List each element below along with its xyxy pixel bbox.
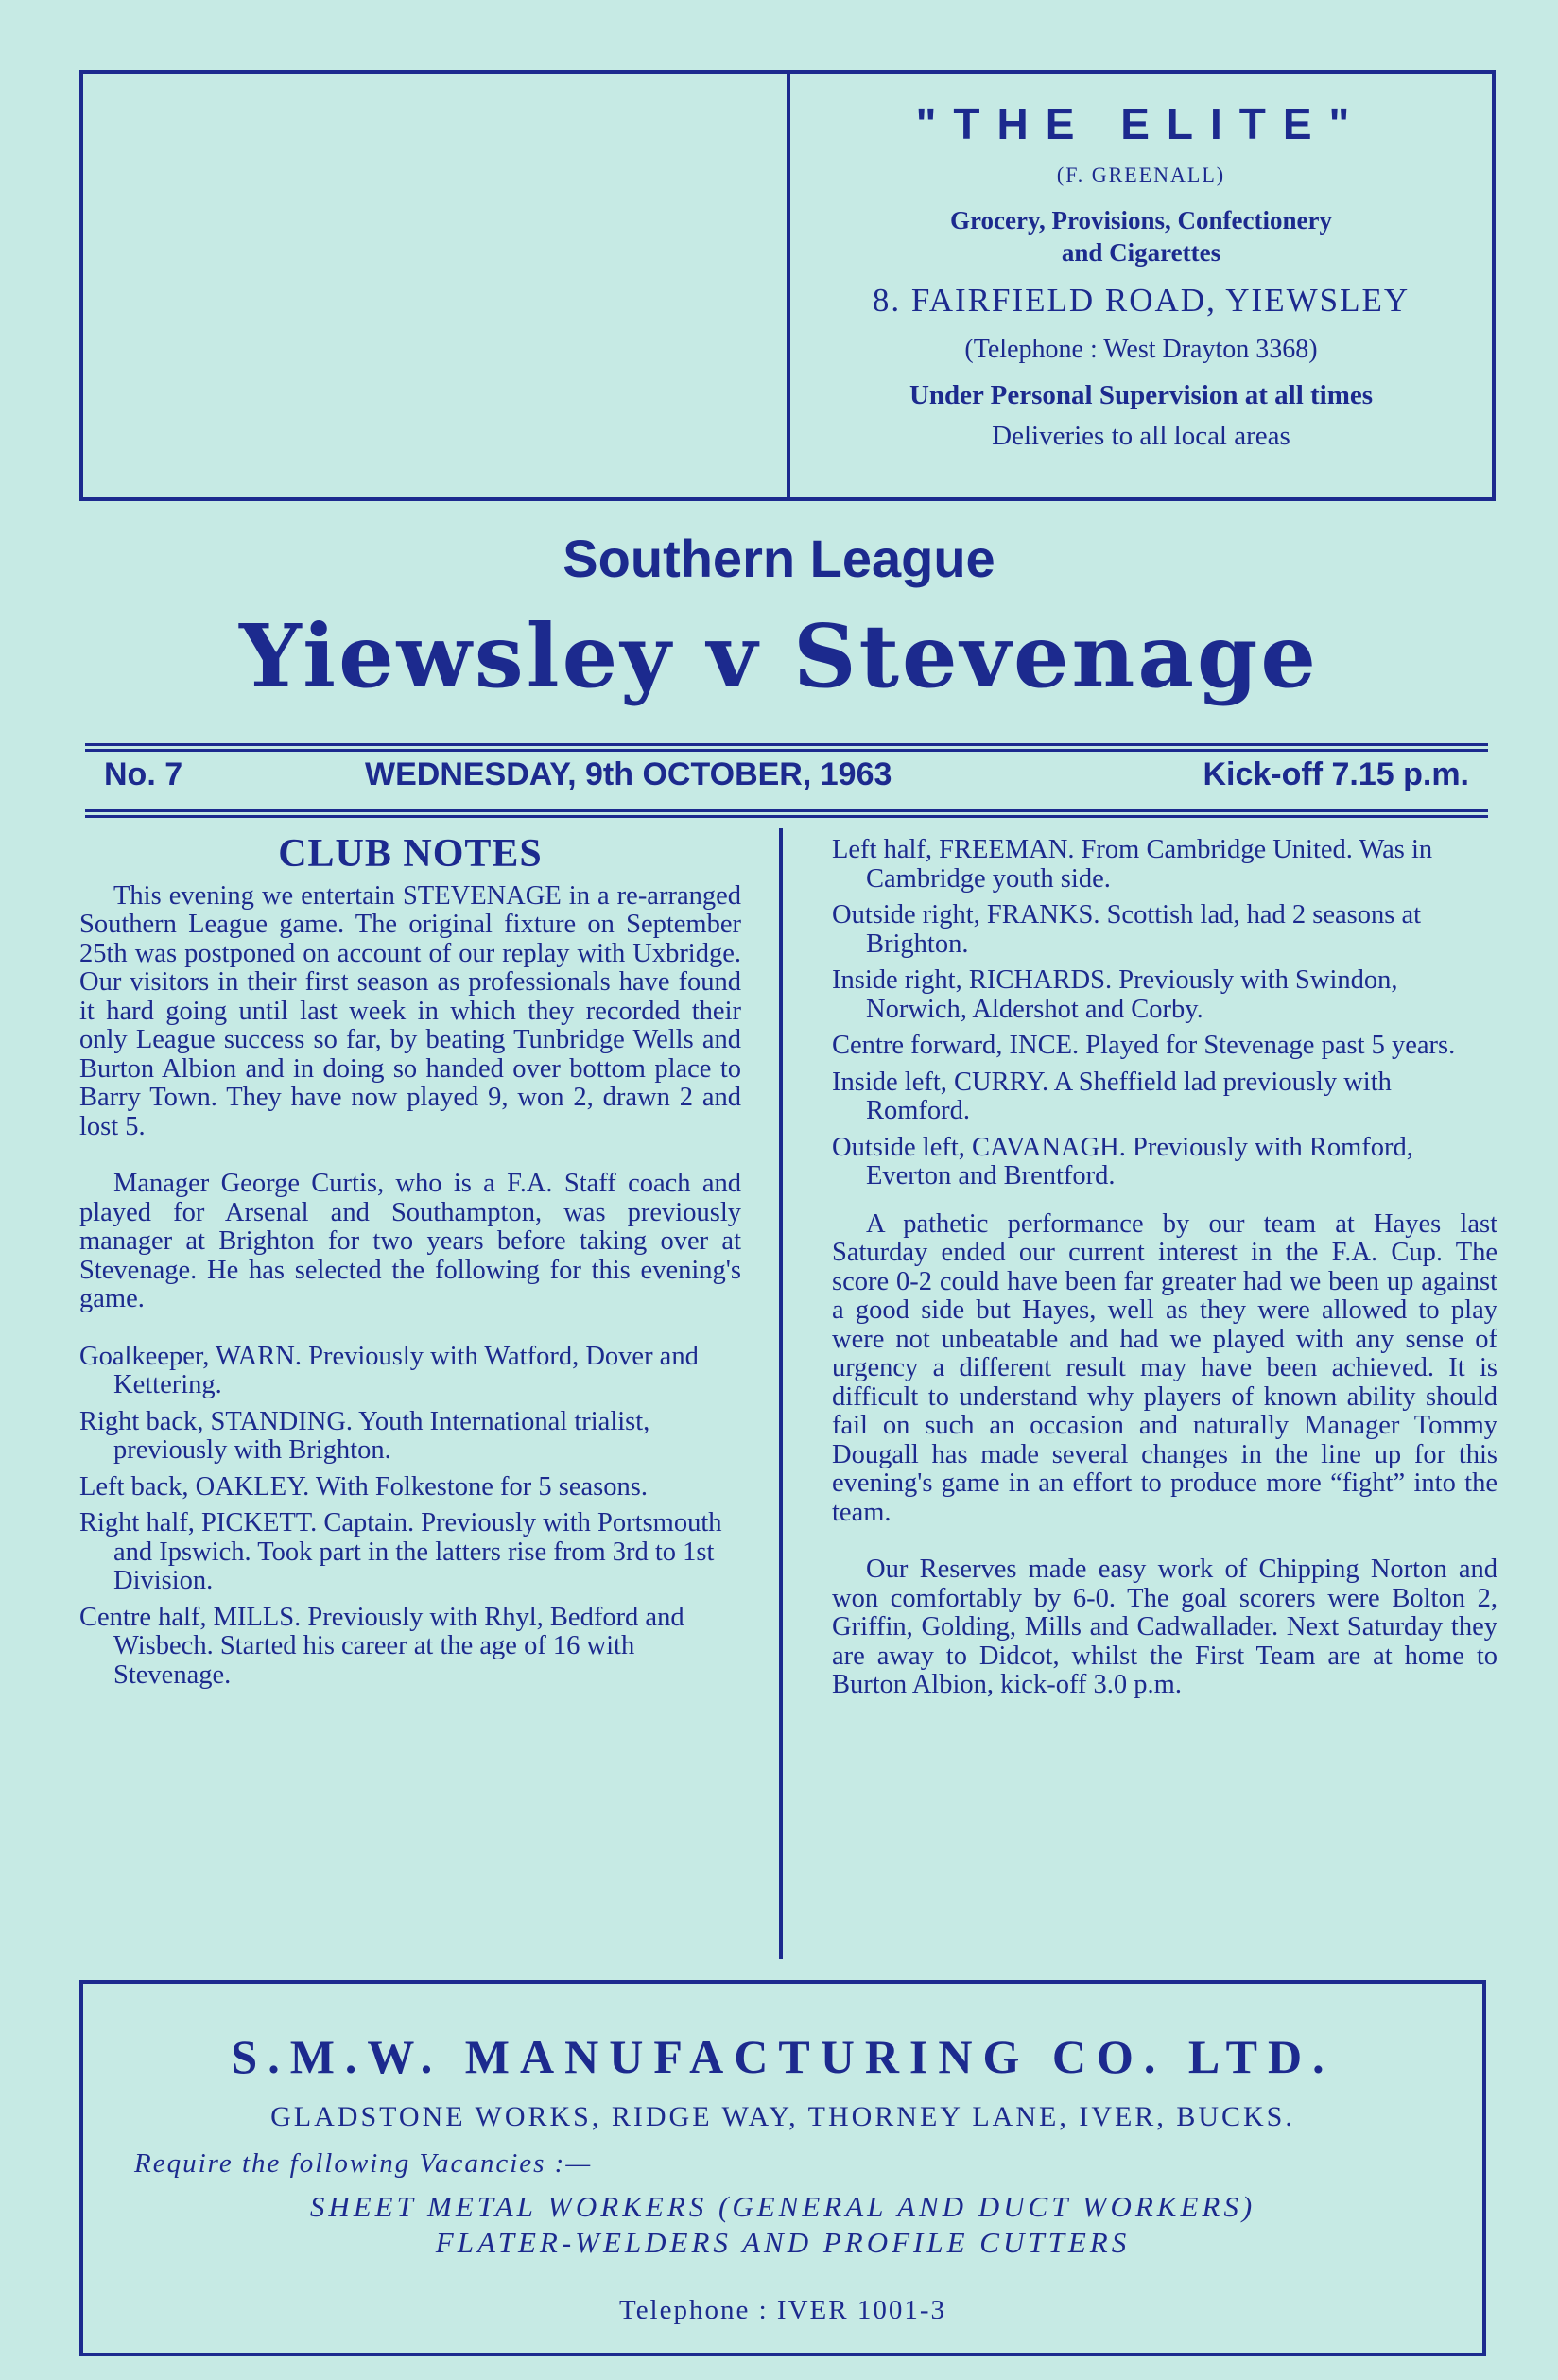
column-divider bbox=[779, 828, 783, 1959]
player-entry: Inside right, RICHARDS. Previously with Swindon, Norwich, Aldershot and Corby. bbox=[832, 965, 1398, 1024]
shop-supervision: Under Personal Supervision at all times bbox=[909, 380, 1374, 410]
vacancy-line2: FLATER-WELDERS AND PROFILE CUTTERS bbox=[435, 2226, 1131, 2259]
player-entry: Right half, PICKETT. Captain. Previously with Portsmouth and Ipswich. Took part in the latters rise from 3rd to 1st Division. bbox=[79, 1508, 722, 1595]
player-entry: Centre forward, INCE. Played for Stevenage past 5 years. bbox=[832, 1031, 1456, 1060]
company-name: S.M.W. MANUFACTURING CO. LTD. bbox=[231, 2030, 1335, 2083]
kickoff-time: Kick-off 7.15 p.m. bbox=[1203, 756, 1469, 792]
programme-number: No. 7 bbox=[104, 756, 183, 792]
vacancies-intro: Require the following Vacancies :— bbox=[134, 2148, 593, 2179]
shop-goods-line2: and Cigarettes bbox=[1061, 238, 1221, 267]
vacancy-line1: SHEET METAL WORKERS (GENERAL AND DUCT WORKERS) bbox=[309, 2190, 1256, 2223]
shop-name: "THE ELITE" bbox=[915, 99, 1367, 148]
vacancy-list bbox=[83, 2189, 1482, 2261]
company-advert bbox=[79, 1980, 1486, 2356]
player-entry: Outside left, CAVANAGH. Previously with Romford, Everton and Brentford. bbox=[832, 1132, 1413, 1190]
info-bar-bottom-rule-2 bbox=[85, 815, 1488, 818]
player-entry: Right back, STANDING. Youth International trialist, previously with Brighton. bbox=[79, 1406, 650, 1465]
shop-address: 8. FAIRFIELD ROAD, YIEWSLEY bbox=[872, 282, 1411, 319]
shop-goods bbox=[790, 204, 1492, 269]
company-address: GLADSTONE WORKS, RIDGE WAY, THORNEY LANE, IVER, BUCKS. bbox=[270, 2101, 1295, 2132]
blank-advert-space bbox=[83, 74, 790, 497]
reserves-paragraph: Our Reserves made easy work of Chipping Norton and won comfortably by 6-0. The goal scorers were Bolton 2, Griffin, Golding, Mills and Cadwallader. Next Saturday they are away to Didcot, whilst the First Team are at home to Burton Albion, kick-off 3.0 p.m. bbox=[832, 1555, 1497, 1699]
match-date: WEDNESDAY, 9th OCTOBER, 1963 bbox=[365, 756, 892, 792]
info-bar-bottom-rule bbox=[85, 809, 1488, 812]
league-title: Southern League bbox=[563, 529, 995, 588]
notes-left-column bbox=[79, 832, 741, 1697]
shop-telephone: (Telephone : West Drayton 3368) bbox=[964, 335, 1318, 364]
shop-advert bbox=[79, 70, 1496, 501]
shop-owner: (F. GREENALL) bbox=[1056, 163, 1226, 186]
cup-report-paragraph: A pathetic performance by our team at Hayes last Saturday ended our current interest in the F.A. Cup. The score 0-2 could have been far greater had we been up against a good side but Hayes, well as they were allowed to play were not unbeatable and had we played with any sense of urgency a different result may have been achieved. It is difficult to understand why players of known ability should fail on such an occasion and naturally Manager Tommy Dougall has made several changes in the line up for this evening's game in an effort to produce more “fight” into the team. bbox=[832, 1208, 1497, 1527]
player-entry: Inside left, CURRY. A Sheffield lad previously with Romford. bbox=[832, 1067, 1392, 1125]
intro-paragraph: This evening we entertain STEVENAGE in a re-arranged Southern League game. The original fixture on September 25th was postponed on account of our replay with Uxbridge. Our visitors in their first season as professionals have found it hard going until last week in which they recorded their only League success so far, by beating Tunbridge Wells and Burton Albion and in doing so handed over bottom place to Barry Town. They have now played 9, won 2, drawn 2 and lost 5. bbox=[79, 880, 741, 1141]
info-bar-top-rule bbox=[85, 743, 1488, 746]
shop-deliveries: Deliveries to all local areas bbox=[992, 421, 1290, 451]
company-telephone: Telephone : IVER 1001-3 bbox=[619, 2295, 946, 2325]
player-entry: Centre half, MILLS. Previously with Rhyl, Bedford and Wisbech. Started his career at the age of 16 with Stevenage. bbox=[79, 1602, 684, 1690]
elite-shop-advert bbox=[790, 74, 1492, 497]
player-entry: Left half, FREEMAN. From Cambridge United. Was in Cambridge youth side. bbox=[832, 835, 1433, 894]
club-notes-heading: CLUB NOTES bbox=[278, 832, 543, 876]
player-entry: Outside right, FRANKS. Scottish lad, had 2 seasons at Brighton. bbox=[832, 900, 1422, 959]
info-bar bbox=[104, 751, 1469, 804]
notes-right-column bbox=[832, 836, 1497, 1729]
player-entry: Goalkeeper, WARN. Previously with Watford, Dover and Kettering. bbox=[79, 1341, 699, 1399]
shop-goods-line1: Grocery, Provisions, Confectionery bbox=[950, 206, 1332, 235]
player-entry: Left back, OAKLEY. With Folkestone for 5 seasons. bbox=[79, 1471, 648, 1502]
manager-paragraph: Manager George Curtis, who is a F.A. Staff coach and played for Arsenal and Southampton, was previously manager at Brighton for two years before taking over at Stevenage. He has selected the following for this evening's game. bbox=[79, 1169, 741, 1313]
match-title: Yiewsley v Stevenage bbox=[239, 605, 1319, 707]
